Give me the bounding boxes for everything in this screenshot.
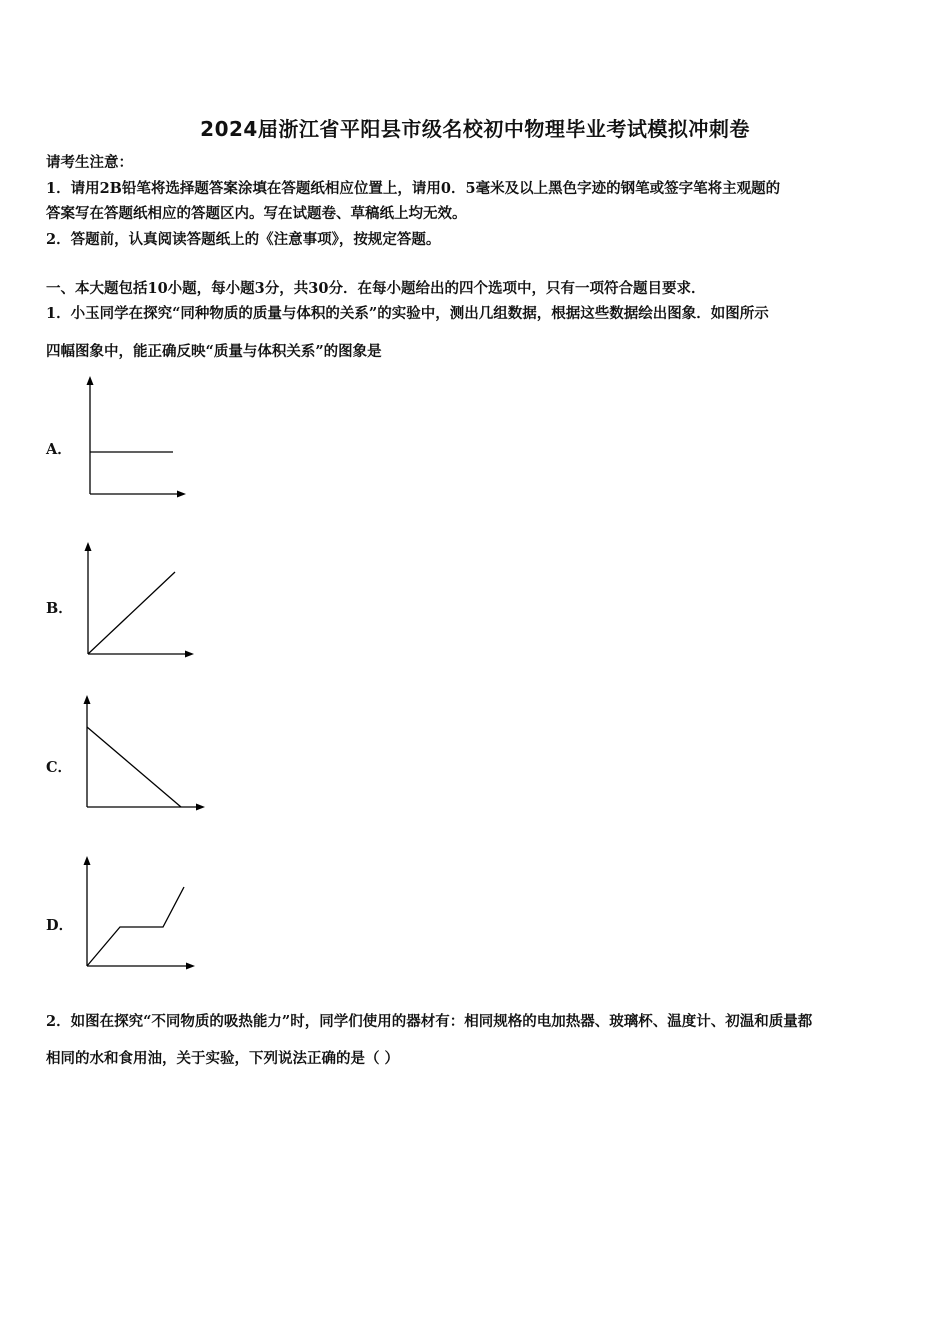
notice-heading: 请考生注意： xyxy=(46,154,133,171)
option-b-graph xyxy=(78,537,203,662)
option-b-rising-line xyxy=(88,572,175,654)
question-1-line-2: 四幅图象中，能正确反映“质量与体积关系”的图象是 xyxy=(46,343,382,360)
notice-item-2: 2．答题前，认真阅读答题纸上的《注意事项》，按规定答题。 xyxy=(46,231,441,248)
option-d-stepped-line xyxy=(87,887,184,966)
notice-item-1-line-2: 答案写在答题纸相应的答题区内。写在试题卷、草稿纸上均无效。 xyxy=(46,205,467,222)
option-c-label: C． xyxy=(46,759,73,776)
section-heading: 一、本大题包括10小题，每小题3分，共30分．在每小题给出的四个选项中，只有一项符合题目要求． xyxy=(46,280,706,297)
notice-item-1-line-1: 1．请用2B铅笔将选择题答案涂填在答题纸相应位置上，请用0．5毫米及以上黑色字迹的钢笔或签字笔将主观题的 xyxy=(46,180,781,197)
option-a-label: A． xyxy=(46,441,72,458)
option-a-graph xyxy=(80,372,190,502)
question-2-line-1: 2．如图在探究“不同物质的吸热能力”时，同学们使用的器材有：相同规格的电加热器、玻璃杯、温度计、初温和质量都 xyxy=(46,1013,813,1030)
option-b-label: B． xyxy=(46,600,73,617)
page-title: 2024届浙江省平阳县市级名校初中物理毕业考试模拟冲刺卷 xyxy=(200,117,750,141)
option-d-label: D． xyxy=(46,917,74,934)
question-2-line-2: 相同的水和食用油，关于实验，下列说法正确的是（ ） xyxy=(46,1050,400,1067)
option-c-graph xyxy=(77,689,212,814)
option-c-falling-line xyxy=(87,727,181,807)
question-1-line-1: 1．小玉同学在探究“同种物质的质量与体积的关系”的实验中，测出几组数据，根据这些数据绘出图象．如图所示 xyxy=(46,305,769,322)
option-d-graph xyxy=(77,850,202,975)
